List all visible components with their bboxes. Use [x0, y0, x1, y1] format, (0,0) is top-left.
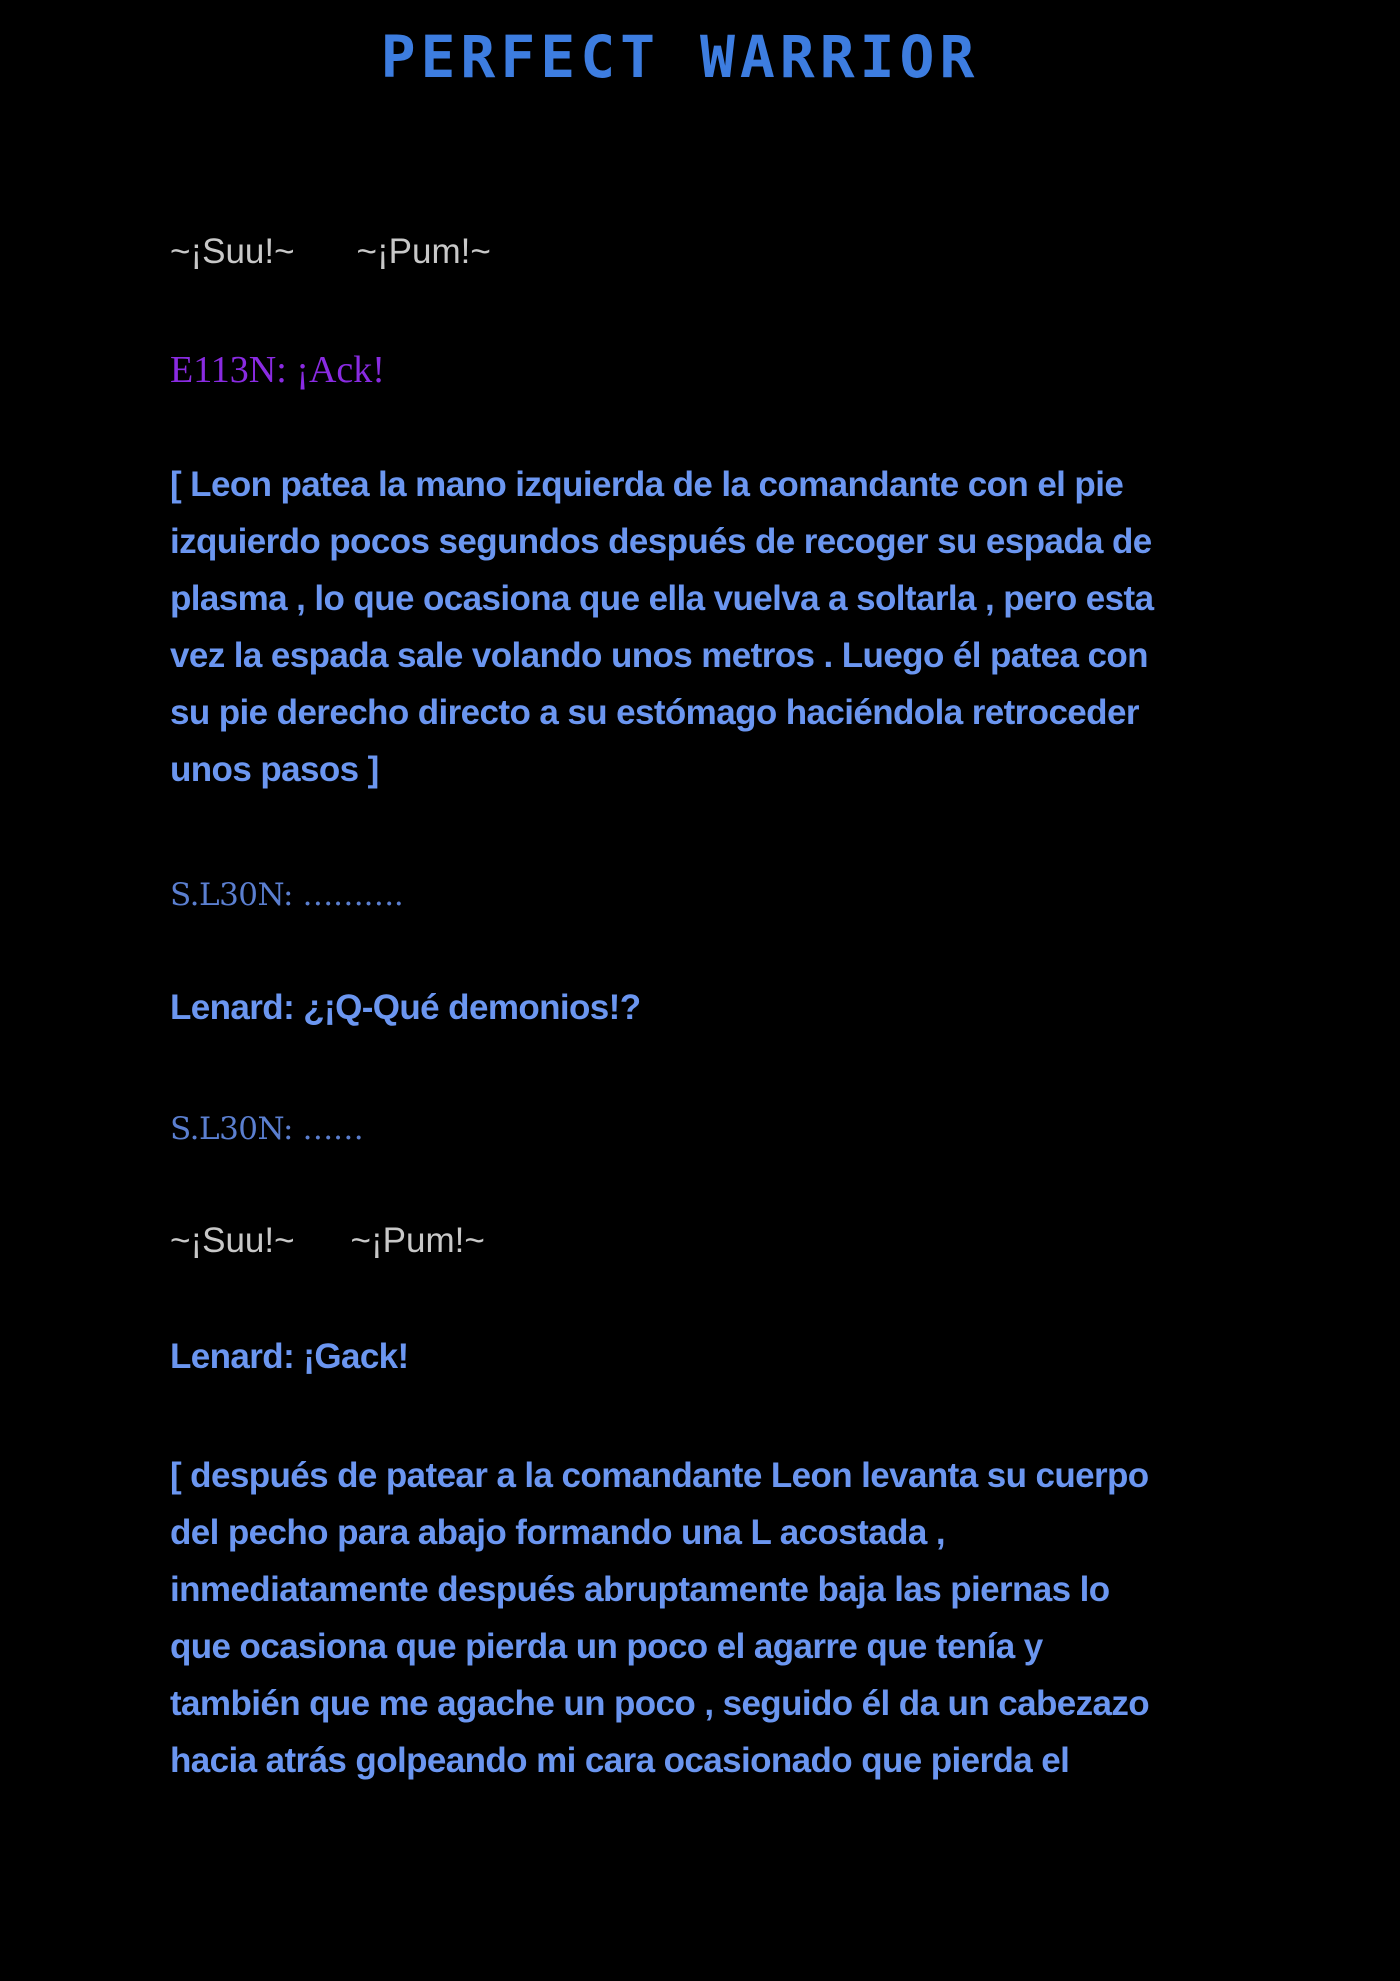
sound-effect-pum: ~¡Pum!~: [350, 1221, 485, 1260]
narration-line: unos pasos ]: [170, 750, 379, 789]
narration-line: hacia atrás golpeando mi cara ocasionado que pierda el: [170, 1741, 1070, 1780]
sound-effect-suu: ~¡Suu!~: [170, 1221, 295, 1260]
narration-line: del pecho para abajo formando una L acostada ,: [170, 1513, 945, 1552]
sound-effect-line: [170, 1221, 1250, 1261]
sound-effect-pum: ~¡Pum!~: [356, 232, 491, 271]
narration-line: vez la espada sale volando unos metros . Luego él patea con: [170, 636, 1148, 675]
dialogue-e113n: E113N: ¡Ack!: [170, 349, 385, 391]
dialogue-sleon: S.L30N: ……: [170, 1111, 364, 1147]
dialogue-sleon: S.L30N: ……….: [170, 877, 404, 913]
narration-line: [ después de patear a la comandante Leon levanta su cuerpo: [170, 1456, 1149, 1495]
narration-line: inmediatamente después abruptamente baja las piernas lo: [170, 1570, 1110, 1609]
dialogue-lenard: Lenard: ¡Gack!: [170, 1337, 409, 1376]
narration-line: izquierdo pocos segundos después de recoger su espada de: [170, 522, 1152, 561]
sound-effect-suu: ~¡Suu!~: [170, 232, 295, 271]
narration-paragraph: [170, 1447, 1260, 1789]
page-title: PERFECT WARRIOR: [380, 23, 980, 91]
sound-effect-line: [170, 232, 1250, 272]
narration-line: su pie derecho directo a su estómago haciéndola retroceder: [170, 693, 1139, 732]
narration-line: plasma , lo que ocasiona que ella vuelva a soltarla , pero esta: [170, 579, 1154, 618]
narration-line: que ocasiona que pierda un poco el agarre que tenía y: [170, 1627, 1043, 1666]
narration-line: [ Leon patea la mano izquierda de la comandante con el pie: [170, 465, 1124, 504]
narration-line: también que me agache un poco , seguido él da un cabezazo: [170, 1684, 1150, 1723]
dialogue-lenard: Lenard: ¿¡Q-Qué demonios!?: [170, 988, 641, 1027]
narration-paragraph: [170, 456, 1260, 798]
